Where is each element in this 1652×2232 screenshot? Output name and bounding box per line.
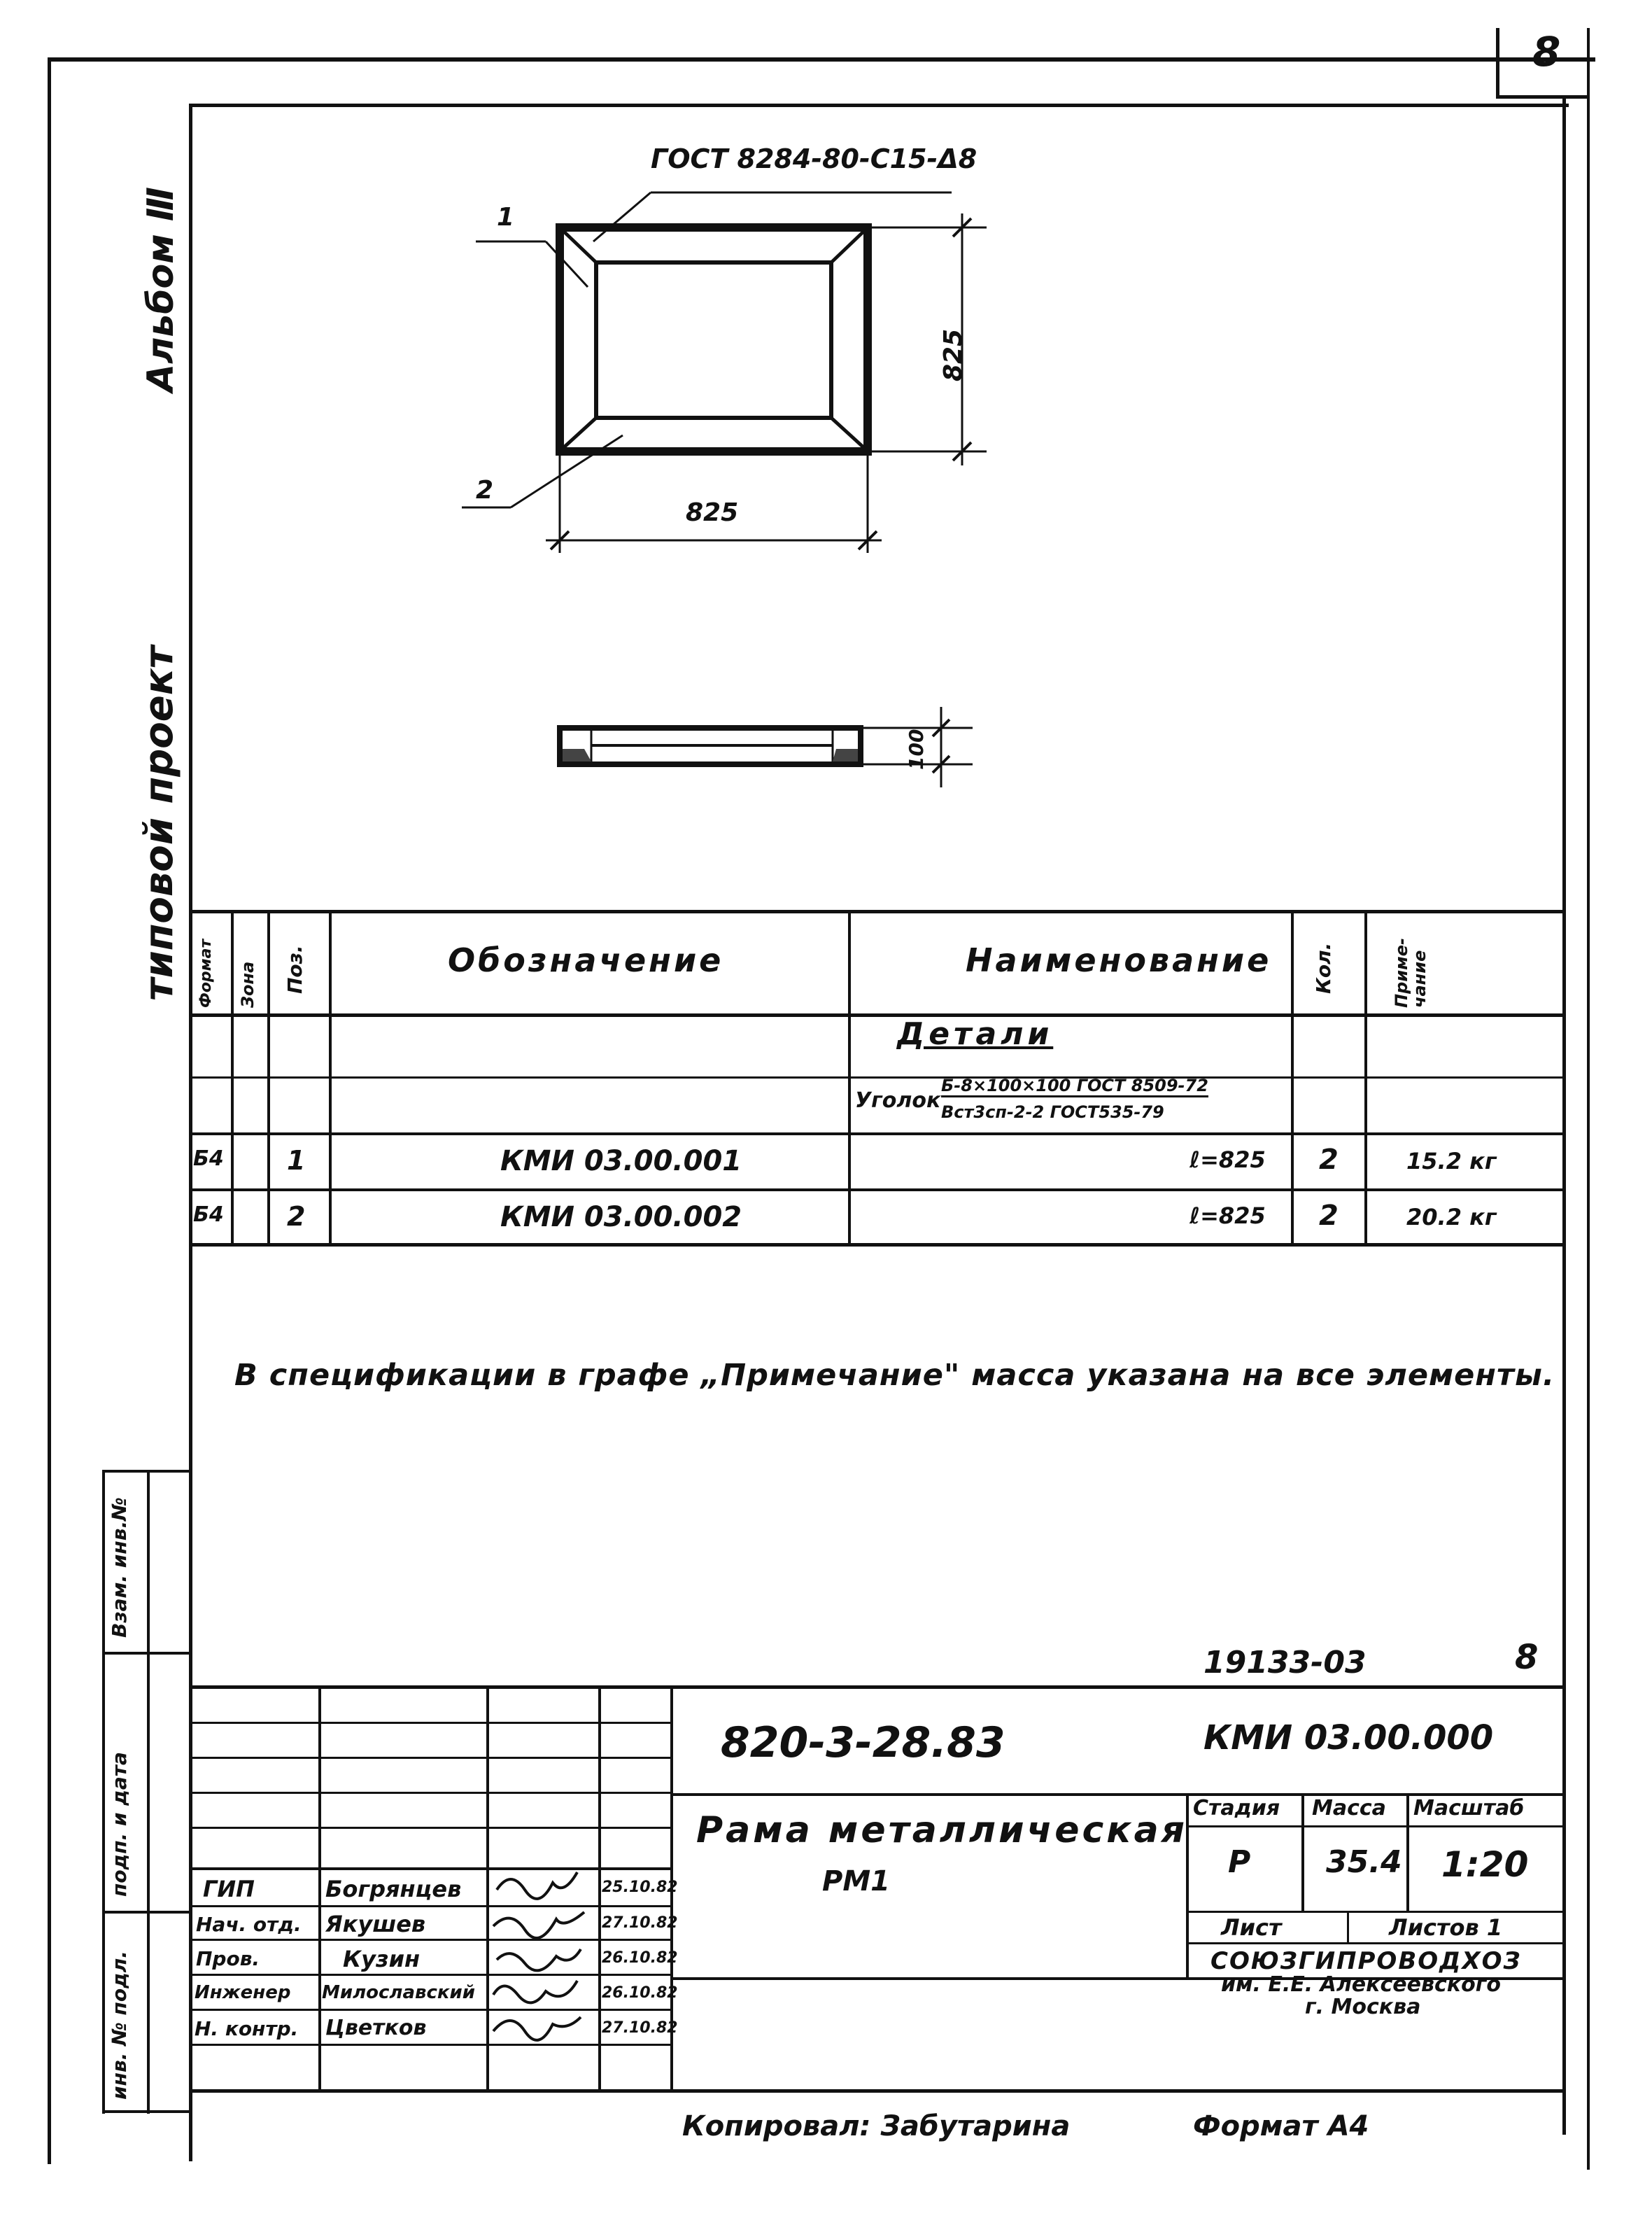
signer-date-5: 27.10.82 <box>602 2019 678 2037</box>
tb-header-scale: Масштаб <box>1413 1796 1525 1820</box>
spec-header-note: Приме-чание <box>1392 938 1429 1008</box>
signer-name-3: Кузин <box>343 1946 421 1972</box>
stamp-label-replace: Взам. инв.№ <box>108 1497 131 1638</box>
tb-col-1 <box>318 1685 321 2091</box>
signer-role-2: Нач. отд. <box>196 1913 302 1936</box>
table-row-2-qty: 2 <box>1319 1200 1339 1232</box>
signer-date-2: 27.10.82 <box>602 1914 678 1932</box>
spec-header-pos: Поз. <box>283 945 306 994</box>
standard-leader-diag <box>593 192 651 241</box>
signer-role-5: Н. контр. <box>195 2017 299 2040</box>
spec-material-prefix: Уголок <box>855 1088 941 1113</box>
table-row-1-note: 15.2 кг <box>1406 1148 1497 1174</box>
spec-col-2 <box>267 910 270 1246</box>
tb-right-row-3 <box>1186 1942 1565 1944</box>
callout-1: 1 <box>497 203 515 232</box>
inventory-code: 19133-03 <box>1203 1645 1367 1680</box>
org-name: СОЮЗГИПРОВОДХОЗ <box>1210 1947 1522 1975</box>
tb-value-stage: Р <box>1228 1844 1251 1880</box>
miter-br <box>831 418 863 447</box>
table-row-2-pos: 2 <box>287 1201 306 1232</box>
signer-name-4: Милославский <box>322 1982 475 2003</box>
spec-section-details: Детали <box>897 1016 1054 1052</box>
miter-tr <box>831 232 863 262</box>
table-row-2-designation: КМИ 03.00.002 <box>500 1201 742 1233</box>
tb-value-scale: 1:20 <box>1441 1844 1529 1885</box>
tb-sheets-label: Листов 1 <box>1389 1914 1503 1941</box>
spec-top <box>190 910 1565 913</box>
tb-top <box>190 1685 1565 1689</box>
spec-bottom <box>190 1243 1565 1247</box>
spec-col-6 <box>1364 910 1367 1246</box>
tb-right-col-3 <box>1406 1793 1409 1912</box>
spec-header-qty: Кол. <box>1312 942 1335 994</box>
signer-date-3: 26.10.82 <box>602 1949 678 1967</box>
spec-material-top: Б-8×100×100 ГОСТ 8509-72 <box>941 1076 1208 1097</box>
tb-header-mass: Масса <box>1312 1796 1386 1820</box>
spec-note: В спецификации в графе „Примечание" масса указана на все элементы. <box>234 1358 1555 1393</box>
drawing-title-line1: Рама металлическая <box>696 1809 1188 1851</box>
signer-role-1: ГИП <box>203 1876 255 1902</box>
tb-bottom <box>190 2089 1565 2093</box>
standard-reference: ГОСТ 8284-80-С15-Δ8 <box>651 143 977 174</box>
table-row-1-qty: 2 <box>1319 1144 1339 1176</box>
tb-sheet-label: Лист <box>1221 1914 1282 1941</box>
spec-col-5 <box>1291 910 1294 1246</box>
tb-right-col-2 <box>1301 1793 1304 1912</box>
signer-role-4: Инженер <box>195 1982 291 2003</box>
table-row-2-note: 20.2 кг <box>1406 1204 1497 1230</box>
section-hatch-right <box>833 749 858 761</box>
dimension-width: 825 <box>686 498 739 527</box>
tb-right-col-sheet <box>1347 1911 1349 1943</box>
spec-row-line-1 <box>190 1076 1565 1079</box>
table-row-1-designation: КМИ 03.00.001 <box>500 1145 742 1177</box>
spec-header-zone: Зона <box>238 961 257 1008</box>
spec-col-3 <box>329 910 332 1246</box>
org-line2: им. Е.Е. Алексеевского <box>1221 1972 1502 1997</box>
project-code: 820-3-28.83 <box>721 1718 1005 1767</box>
tb-header-stage: Стадия <box>1193 1796 1280 1820</box>
tb-value-mass: 35.4 <box>1326 1844 1402 1880</box>
spec-material-bottom: Вст3сп-2-2 ГОСТ535-79 <box>941 1102 1164 1122</box>
corner-sheet-number: 8 <box>1532 28 1561 76</box>
inventory-page: 8 <box>1515 1638 1539 1677</box>
tb-col-3 <box>598 1685 601 2091</box>
section-hatch-left <box>563 749 591 761</box>
table-row-1-format: Б4 <box>193 1146 224 1171</box>
dimension-thickness: 100 <box>905 729 928 770</box>
tb-right-row-2 <box>1186 1911 1565 1913</box>
paper-format: Формат А4 <box>1193 2110 1369 2142</box>
stamp-label-sign-date: подп. и дата <box>108 1752 131 1897</box>
drawing-title-line2: РМ1 <box>822 1865 890 1897</box>
tb-right-row-1 <box>1186 1825 1565 1827</box>
table-row-2-name: ℓ=825 <box>1189 1202 1266 1229</box>
table-row-1-pos: 1 <box>287 1145 306 1176</box>
spec-header-format: Формат <box>197 939 215 1008</box>
org-line3: г. Москва <box>1305 1995 1421 2019</box>
doc-code: КМИ 03.00.000 <box>1203 1718 1494 1757</box>
spec-col-1 <box>231 910 234 1246</box>
tb-col-2 <box>486 1685 489 2091</box>
dimension-height: 825 <box>939 328 968 381</box>
spec-row-line-2 <box>190 1132 1565 1135</box>
callout-2: 2 <box>476 476 494 505</box>
spec-row-line-3 <box>190 1188 1565 1191</box>
miter-tl <box>564 232 596 262</box>
plan-inner-rect <box>596 262 831 418</box>
table-row-1-name: ℓ=825 <box>1189 1146 1266 1173</box>
signer-name-5: Цветков <box>325 2016 427 2040</box>
signer-name-2: Якушев <box>325 1911 426 1937</box>
stamp-label-inventory: инв. № подл. <box>108 1951 131 2100</box>
copied-by: Копировал: Забутарина <box>682 2110 1071 2142</box>
signer-date-4: 26.10.82 <box>602 1984 678 2002</box>
album-label: Альбом Ⅲ <box>140 186 182 392</box>
signer-date-1: 25.10.82 <box>602 1879 678 1896</box>
signer-name-1: Богрянцев <box>325 1876 462 1902</box>
project-type-label: типовой проект <box>136 645 182 1001</box>
table-row-2-format: Б4 <box>193 1202 224 1227</box>
spec-header-bottom <box>190 1013 1565 1017</box>
spec-header-designation: Обозначение <box>448 941 724 979</box>
spec-header-name: Наименование <box>966 941 1272 979</box>
signer-role-3: Пров. <box>196 1947 260 1970</box>
miter-bl <box>564 418 596 447</box>
spec-col-4 <box>848 910 851 1246</box>
